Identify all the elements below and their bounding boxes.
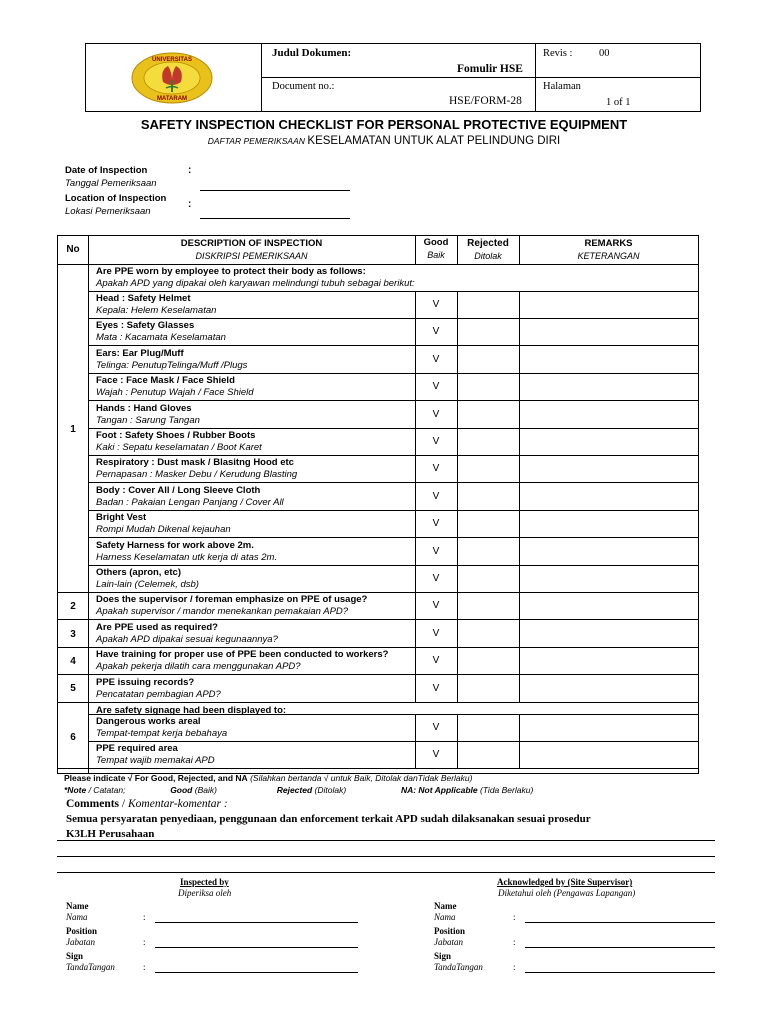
good-check-cell[interactable]: V xyxy=(432,409,440,420)
doc-title-label: Judul Dokumen: xyxy=(272,47,352,59)
remarks-cell[interactable] xyxy=(520,292,696,317)
group-no: 2 xyxy=(70,601,76,612)
sig-position-sublabel: Jabatan xyxy=(66,937,95,947)
checklist-item xyxy=(96,403,200,427)
form-title: SAFETY INSPECTION CHECKLIST FOR PERSONAL PROTECTIVE EQUIPMENT xyxy=(140,117,628,132)
checklist-item xyxy=(96,375,254,399)
date-input-line[interactable] xyxy=(200,190,350,191)
group1-intro-en: Are PPE worn by employee to protect their body as follows: xyxy=(96,266,366,277)
legend-na: NA: Not Applicable xyxy=(400,785,478,795)
rejected-check-cell[interactable] xyxy=(458,676,518,701)
good-check-cell[interactable]: V xyxy=(432,546,440,557)
good-check-cell[interactable]: V xyxy=(432,436,440,447)
checklist-item xyxy=(96,540,277,564)
rejected-check-cell[interactable] xyxy=(458,292,518,317)
remarks-cell[interactable] xyxy=(520,374,696,399)
remarks-cell[interactable] xyxy=(520,742,696,767)
good-check-cell[interactable]: V xyxy=(432,683,440,694)
indicate-note-en: Please indicate √ For Good, Rejected, and NA xyxy=(64,773,248,783)
sig-sign-sublabel: TandaTangan xyxy=(66,962,115,972)
item-description-id: Kepala: Helem Keselamatan xyxy=(96,305,217,316)
sig-colon: : xyxy=(143,912,146,922)
item-description-en: Foot : Safety Shoes / Rubber Boots xyxy=(96,430,256,441)
sig-sign-label: Sign xyxy=(434,951,452,961)
legend-rejected-sub: (Ditolak) xyxy=(314,785,347,795)
item-description-en: Dangerous works areal xyxy=(96,716,201,727)
item-description-id: Tangan : Sarung Tangan xyxy=(96,415,200,426)
location-input-line[interactable] xyxy=(200,218,350,219)
item-description-id: Apakah pekerja dilatih cara menggunakan APD? xyxy=(96,661,301,672)
item-description-en: Ears: Ear Plug/Muff xyxy=(96,348,184,359)
checklist-item xyxy=(96,649,388,673)
col-no-header: No xyxy=(66,244,80,255)
good-check-cell[interactable]: V xyxy=(432,600,440,611)
rejected-check-cell[interactable] xyxy=(458,429,518,454)
item-description-en: Are PPE used as required? xyxy=(96,622,218,633)
remarks-cell[interactable] xyxy=(520,402,696,427)
good-check-cell[interactable]: V xyxy=(432,491,440,502)
col-remarks-sub: KETERANGAN xyxy=(577,251,640,261)
rejected-check-cell[interactable] xyxy=(458,539,518,564)
remarks-cell[interactable] xyxy=(520,593,696,618)
group-no: 6 xyxy=(70,732,76,743)
note-label: *Note xyxy=(64,785,87,795)
item-description-en: Have training for proper use of PPE been conducted to workers? xyxy=(96,649,389,660)
comments-line-2[interactable]: K3LH Perusahaan xyxy=(66,828,155,840)
rejected-check-cell[interactable] xyxy=(458,621,518,646)
inspected-by-title: Inspected by xyxy=(180,877,229,887)
col-good-sub: Baik xyxy=(427,250,445,260)
item-description-en: PPE issuing records? xyxy=(96,677,195,688)
legend-note xyxy=(64,785,533,795)
remarks-cell[interactable] xyxy=(520,456,696,481)
remarks-cell[interactable] xyxy=(520,715,696,740)
checklist-item xyxy=(96,716,227,740)
checklist-item xyxy=(96,622,278,646)
col-rejected-sub: Ditolak xyxy=(474,251,502,261)
legend-good-sub: (Baik) xyxy=(194,785,217,795)
sig-name-label: Name xyxy=(434,901,457,911)
sig-name-sublabel: Nama xyxy=(66,912,88,922)
checklist-item xyxy=(96,348,247,372)
sig-position-sublabel: Jabatan xyxy=(434,937,463,947)
logo-text-top: UNIVERSITAS xyxy=(152,57,192,63)
item-description-id: Mata : Kacamata Keselamatan xyxy=(96,332,226,343)
col-good-header: Good xyxy=(423,237,449,248)
item-description-en: Body : Cover All / Long Sleeve Cloth xyxy=(96,485,261,496)
inspection-table xyxy=(57,235,699,774)
legend-rejected: Rejected xyxy=(276,785,313,795)
page-value: 1 of 1 xyxy=(606,97,631,108)
checklist-item xyxy=(96,567,199,591)
indicate-note xyxy=(64,773,472,783)
remarks-cell[interactable] xyxy=(520,648,696,673)
item-description-id: Pencatatan pembagian APD? xyxy=(96,689,221,700)
item-description-id: Rompi Mudah Dikenal kejauhan xyxy=(96,524,231,535)
acknowledged-by-title: Acknowledged by (Site Supervisor) xyxy=(497,877,633,887)
rejected-check-cell[interactable] xyxy=(458,402,518,427)
rejected-check-cell[interactable] xyxy=(458,456,518,481)
group-no: 3 xyxy=(70,629,76,640)
location-label: Location of Inspection xyxy=(65,193,167,204)
rejected-check-cell[interactable] xyxy=(458,347,518,372)
remarks-cell[interactable] xyxy=(520,621,696,646)
good-check-cell[interactable]: V xyxy=(432,381,440,392)
sig-name-input-line[interactable] xyxy=(525,922,715,923)
group-no: 4 xyxy=(70,656,76,667)
checklist-item xyxy=(96,485,284,509)
comments-label-en: Comments xyxy=(66,798,120,810)
sig-colon: : xyxy=(143,962,146,972)
item-description-en: Eyes : Safety Glasses xyxy=(96,320,195,331)
remarks-cell[interactable] xyxy=(520,566,696,591)
comments-label-id: Komentar-komentar : xyxy=(127,798,228,810)
col-remarks-header: REMARKS xyxy=(584,238,633,249)
item-description-en: Others (apron, etc) xyxy=(96,567,181,578)
comments-line-1[interactable]: Semua persyaratan penyediaan, penggunaan dan enforcement terkait APD sudah dilaksanakan sesuai prosedur xyxy=(66,813,591,825)
item-description-id: Lain-lain (Celemek, dsb) xyxy=(96,579,199,590)
sig-sign-input-line[interactable] xyxy=(155,972,358,973)
remarks-cell[interactable] xyxy=(520,539,696,564)
col-desc-sub: DISKRIPSI PEMERIKSAAN xyxy=(195,251,308,261)
col-desc-header: DESCRIPTION OF INSPECTION xyxy=(180,238,323,249)
sig-colon: : xyxy=(513,912,516,922)
item-description-en: Face : Face Mask / Face Shield xyxy=(96,375,235,386)
sig-position-input-line[interactable] xyxy=(525,947,715,948)
checklist-item xyxy=(96,293,216,317)
good-check-cell[interactable]: V xyxy=(432,354,440,365)
group1-intro xyxy=(96,266,415,290)
remarks-cell[interactable] xyxy=(520,676,696,701)
document-header xyxy=(85,43,701,112)
item-description-id: Tempat wajib memakai APD xyxy=(96,755,215,766)
form-subtitle xyxy=(0,135,768,147)
good-check-cell[interactable]: V xyxy=(432,573,440,584)
date-colon: : xyxy=(188,165,192,176)
university-logo xyxy=(130,52,214,104)
sig-colon: : xyxy=(513,937,516,947)
doc-no-label: Document no.: xyxy=(272,81,335,92)
item-description-id: Apakah APD dipakai sesuai kegunaannya? xyxy=(96,634,278,645)
checklist-item xyxy=(96,677,221,701)
rejected-check-cell[interactable] xyxy=(458,715,518,740)
rejected-check-cell[interactable] xyxy=(458,484,518,509)
item-description-en: PPE required area xyxy=(96,743,178,754)
revision-value: 00 xyxy=(599,48,610,59)
rejected-check-cell[interactable] xyxy=(458,648,518,673)
item-description-id: Badan : Pakaian Lengan Panjang / Cover All xyxy=(96,497,284,508)
inspected-by-sub: Diperiksa oleh xyxy=(178,888,232,898)
item-description-id: Tempat-tempat kerja bebahaya xyxy=(96,728,228,739)
location-sublabel: Lokasi Pemeriksaan xyxy=(65,206,151,217)
logo-text-bottom: MATARAM xyxy=(156,96,188,102)
good-check-cell[interactable]: V xyxy=(432,655,440,666)
item-description-id: Wajah : Penutup Wajah / Face Shield xyxy=(96,387,254,398)
remarks-cell[interactable] xyxy=(520,484,696,509)
indicate-note-id: (Silahkan bertanda √ untuk Baik, Ditolak danTidak Berlaku) xyxy=(250,773,473,783)
date-label: Date of Inspection xyxy=(65,165,148,176)
rejected-check-cell[interactable] xyxy=(458,511,518,536)
good-check-cell[interactable]: V xyxy=(432,518,440,529)
sig-sign-label: Sign xyxy=(66,951,84,961)
item-description-id: Pernapasan : Masker Debu / Kerudung Blasting xyxy=(96,469,298,480)
comment-line xyxy=(57,872,715,873)
group-no: 1 xyxy=(70,424,76,435)
doc-no-value: HSE/FORM-28 xyxy=(449,95,522,107)
remarks-cell[interactable] xyxy=(520,347,696,372)
subtitle-small: DAFTAR PEMERIKSAAN xyxy=(207,136,305,146)
sig-position-label: Position xyxy=(66,926,98,936)
item-description-en: Bright Vest xyxy=(96,512,147,523)
rejected-check-cell[interactable] xyxy=(458,566,518,591)
sig-name-label: Name xyxy=(66,901,89,911)
good-check-cell[interactable]: V xyxy=(432,722,440,733)
sig-sign-sublabel: TandaTangan xyxy=(434,962,483,972)
sig-position-input-line[interactable] xyxy=(155,947,358,948)
item-description-id: Kaki : Sepatu keselamatan / Boot Karet xyxy=(96,442,262,453)
item-description-en: Hands : Hand Gloves xyxy=(96,403,192,414)
good-check-cell[interactable]: V xyxy=(432,463,440,474)
rejected-check-cell[interactable] xyxy=(458,593,518,618)
group6-intro: Are safety signage had been displayed to: xyxy=(96,705,287,716)
checklist-item xyxy=(96,512,231,536)
sig-position-label: Position xyxy=(434,926,466,936)
checklist-item xyxy=(96,430,262,454)
legend-na-sub: (Tida Berlaku) xyxy=(479,785,534,795)
rejected-check-cell[interactable] xyxy=(458,319,518,344)
item-description-id: Apakah supervisor / mandor menekankan pemakaian APD? xyxy=(96,606,349,617)
page-label: Halaman xyxy=(543,81,581,92)
location-colon: : xyxy=(188,199,192,210)
checklist-item xyxy=(96,743,215,767)
sig-colon: : xyxy=(513,962,516,972)
comments-label: Comments / Komentar-komentar : xyxy=(66,798,228,810)
sig-colon: : xyxy=(143,937,146,947)
comment-line xyxy=(57,856,715,857)
item-description-en: Head : Safety Helmet xyxy=(96,293,191,304)
comment-line xyxy=(57,840,715,841)
good-check-cell[interactable]: V xyxy=(432,628,440,639)
checklist-item xyxy=(96,594,367,618)
group-no: 5 xyxy=(70,683,76,694)
sig-sign-input-line[interactable] xyxy=(525,972,715,973)
rejected-check-cell[interactable] xyxy=(458,374,518,399)
item-description-en: Respiratory : Dust mask / Blasitng Hood etc xyxy=(96,457,294,468)
group1-intro-id: Apakah APD yang dipakai oleh karyawan melindungi tubuh sebagai berikut: xyxy=(96,278,415,289)
sig-name-input-line[interactable] xyxy=(155,922,358,923)
revision-label: Revis : xyxy=(543,48,573,59)
checklist-item xyxy=(96,457,297,481)
sig-name-sublabel: Nama xyxy=(434,912,456,922)
legend-good: Good xyxy=(170,785,193,795)
remarks-cell[interactable] xyxy=(520,429,696,454)
rejected-check-cell[interactable] xyxy=(458,742,518,767)
good-check-cell[interactable]: V xyxy=(432,326,440,337)
subtitle-large: KESELAMATAN UNTUK ALAT PELINDUNG DIRI xyxy=(307,135,561,147)
good-check-cell[interactable]: V xyxy=(432,749,440,760)
date-sublabel: Tanggal Pemeriksaan xyxy=(65,178,157,189)
remarks-cell[interactable] xyxy=(520,319,696,344)
checklist-item xyxy=(96,320,226,344)
item-description-id: Telinga: PenutupTelinga/Muff /Plugs xyxy=(96,360,248,371)
doc-title-value: Fomulir HSE xyxy=(457,63,523,75)
acknowledged-by-sub: Diketahui oleh (Pengawas Lapangan) xyxy=(498,888,636,898)
col-rejected-header: Rejected xyxy=(467,238,509,249)
item-description-en: Safety Harness for work above 2m. xyxy=(96,540,254,551)
note-sub: / Catatan; xyxy=(88,785,126,795)
item-description-id: Harness Keselamatan utk kerja di atas 2m. xyxy=(96,552,278,563)
item-description-en: Does the supervisor / foreman emphasize on PPE of usage? xyxy=(96,594,368,605)
remarks-cell[interactable] xyxy=(520,511,696,536)
good-check-cell[interactable]: V xyxy=(432,299,440,310)
